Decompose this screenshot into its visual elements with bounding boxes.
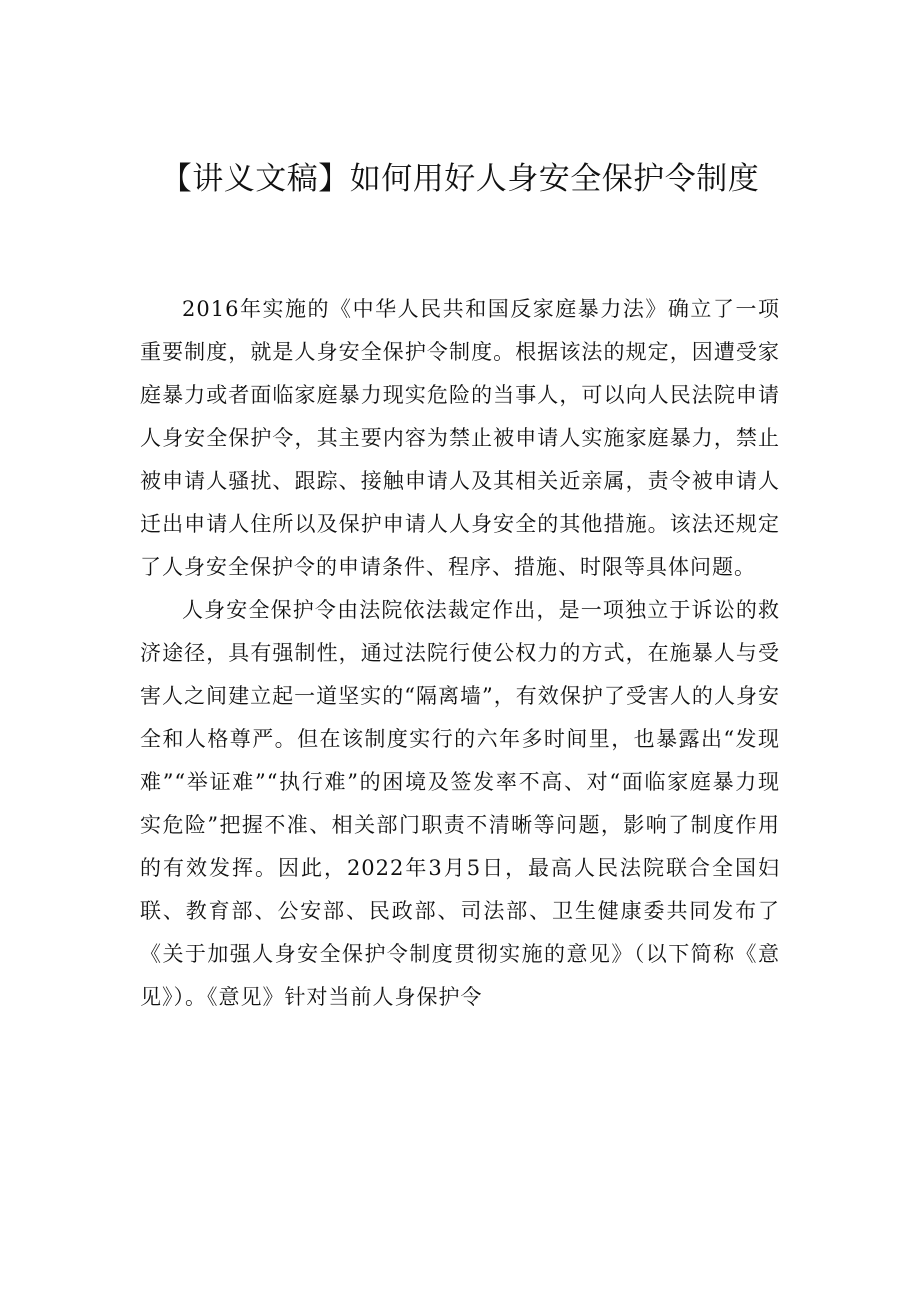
document-title: 【讲义文稿】如何用好人身安全保护令制度 <box>160 161 760 197</box>
paragraph-1: 2016年实施的《中华人民共和国反家庭暴力法》确立了一项重要制度，就是人身安全保护令制度。根据该法的规定，因遭受家庭暴力或者面临家庭暴力现实危险的当事人，可以向人民法院申请人身安全保护令，其主要内容为禁止被申请人实施家庭暴力，禁止被申请人骚扰、跟踪、接触申请人及其相关近亲属，责令被申请人迁出申请人住所以及保护申请人人身安全的其他措施。该法还规定了人身安全保护令的申请条件、程序、措施、时限等具体问题。 <box>140 297 780 579</box>
paragraph-2: 人身安全保护令由法院依法裁定作出，是一项独立于诉讼的救济途径，具有强制性，通过法院行使公权力的方式，在施暴人与受害人之间建立起一道坚实的“隔离墙”，有效保护了受害人的人身安全和人格尊严。但在该制度实行的六年多时间里，也暴露出“发现难”“举证难”“执行难”的困境及签发率不高、对“面临家庭暴力现实危险”把握不准、相关部门职责不清晰等问题，影响了制度作用的有效发挥。因此，2022年3月5日，最高人民法院联合全国妇联、教育部、公安部、民政部、司法部、卫生健康委共同发布了《关于加强人身安全保护令制度贯彻实施的意见》（以下简称《意见》）。《意见》针对当前人身保护令 <box>140 598 780 1009</box>
document-body <box>140 288 780 1019</box>
